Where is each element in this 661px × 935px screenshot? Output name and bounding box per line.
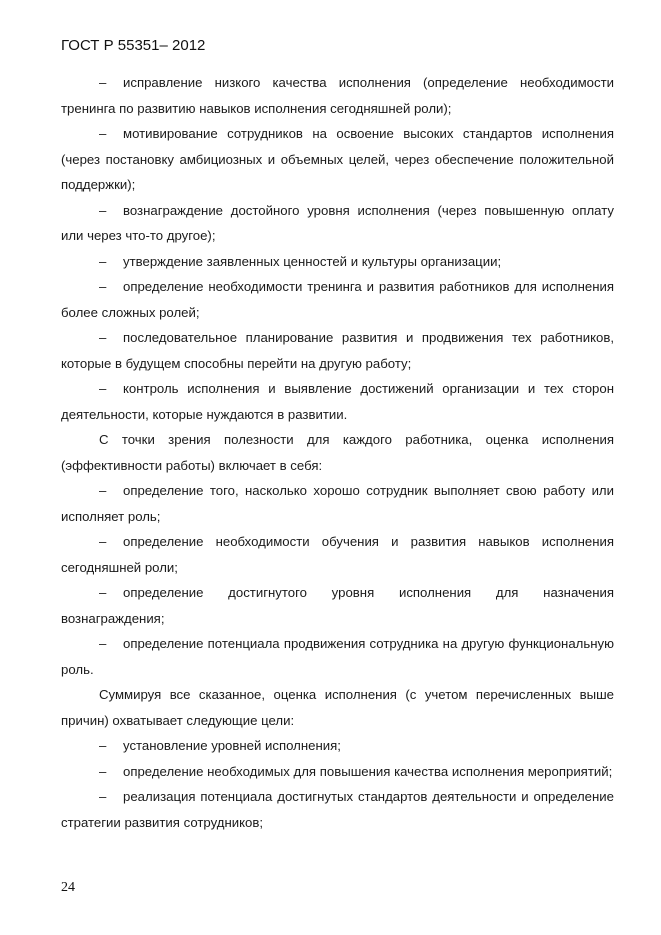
list-item bbox=[61, 784, 614, 835]
bullet-dash: – bbox=[99, 534, 107, 549]
list-item bbox=[61, 580, 614, 631]
list-item bbox=[61, 529, 614, 580]
list-item bbox=[61, 249, 614, 275]
body-paragraph: С точки зрения полезности для каждого работника, оценка исполнения (эффективности работы) включает в себя: bbox=[61, 432, 614, 473]
paragraph-text: определение необходимости обучения и развития навыков исполнения сегодняшней роли; bbox=[61, 534, 614, 575]
bullet-dash: – bbox=[99, 253, 107, 269]
list-item bbox=[61, 274, 614, 325]
paragraph-text: последовательное планирование развития и продвижения тех работников, которые в будущем способны перейти на другую работу; bbox=[61, 330, 614, 371]
paragraph-text: определение необходимости тренинга и развития работников для исполнения более сложных ролей; bbox=[61, 279, 614, 320]
paragraph-text: контроль исполнения и выявление достижений организации и тех сторон деятельности, которые нуждаются в развитии. bbox=[61, 381, 614, 422]
paragraph-text: определение потенциала продвижения сотрудника на другую функциональную роль. bbox=[61, 636, 614, 677]
paragraph-text: определение необходимых для повышения качества исполнения мероприятий; bbox=[123, 763, 613, 779]
paragraph-text: определение того, насколько хорошо сотрудник выполняет свою работу или исполняет роль; bbox=[61, 483, 614, 524]
bullet-dash: – bbox=[99, 381, 107, 396]
list-item bbox=[61, 733, 614, 759]
list-item bbox=[61, 198, 614, 249]
bullet-dash: – bbox=[99, 483, 107, 498]
paragraph-text: исправление низкого качества исполнения (определение необходимости тренинга по развитию навыков исполнения сегодняшней роли); bbox=[61, 75, 614, 116]
paragraph-text: мотивирование сотрудников на освоение высоких стандартов исполнения (через постановку амбициозных и объемных целей, через обеспечение положительной поддержки); bbox=[61, 126, 614, 192]
list-item bbox=[61, 478, 614, 529]
bullet-dash: – bbox=[99, 75, 107, 90]
paragraph-text: вознаграждение достойного уровня исполнения (через повышенную оплату или через что-то другое); bbox=[61, 202, 614, 243]
list-item bbox=[61, 325, 614, 376]
list-item bbox=[61, 759, 614, 785]
list-item bbox=[61, 376, 614, 427]
bullet-dash: – bbox=[99, 636, 107, 651]
bullet-dash: – bbox=[99, 330, 107, 345]
document-header: ГОСТ Р 55351– 2012 bbox=[61, 37, 206, 54]
bullet-dash: – bbox=[99, 763, 107, 779]
bullet-dash: – bbox=[99, 202, 107, 218]
list-item bbox=[61, 70, 614, 121]
paragraph-text: установление уровней исполнения; bbox=[123, 738, 341, 753]
bullet-dash: – bbox=[99, 789, 107, 804]
list-item bbox=[61, 631, 614, 682]
body-paragraph: Суммируя все сказанное, оценка исполнения (с учетом перечисленных выше причин) охватывает следующие цели: bbox=[61, 687, 614, 728]
list-item bbox=[61, 121, 614, 198]
paragraph-text: определение достигнутого уровня исполнения для назначения вознаграждения; bbox=[61, 585, 614, 626]
bullet-dash: – bbox=[99, 126, 107, 141]
bullet-dash: – bbox=[99, 738, 107, 753]
page-number: 24 bbox=[61, 880, 75, 895]
bullet-dash: – bbox=[99, 279, 107, 294]
paragraph-text: реализация потенциала достигнутых стандартов деятельности и определение стратегии развития сотрудников; bbox=[61, 789, 614, 830]
bullet-dash: – bbox=[99, 585, 107, 600]
paragraph-text: утверждение заявленных ценностей и культуры организации; bbox=[123, 253, 502, 269]
document-body bbox=[61, 70, 614, 835]
